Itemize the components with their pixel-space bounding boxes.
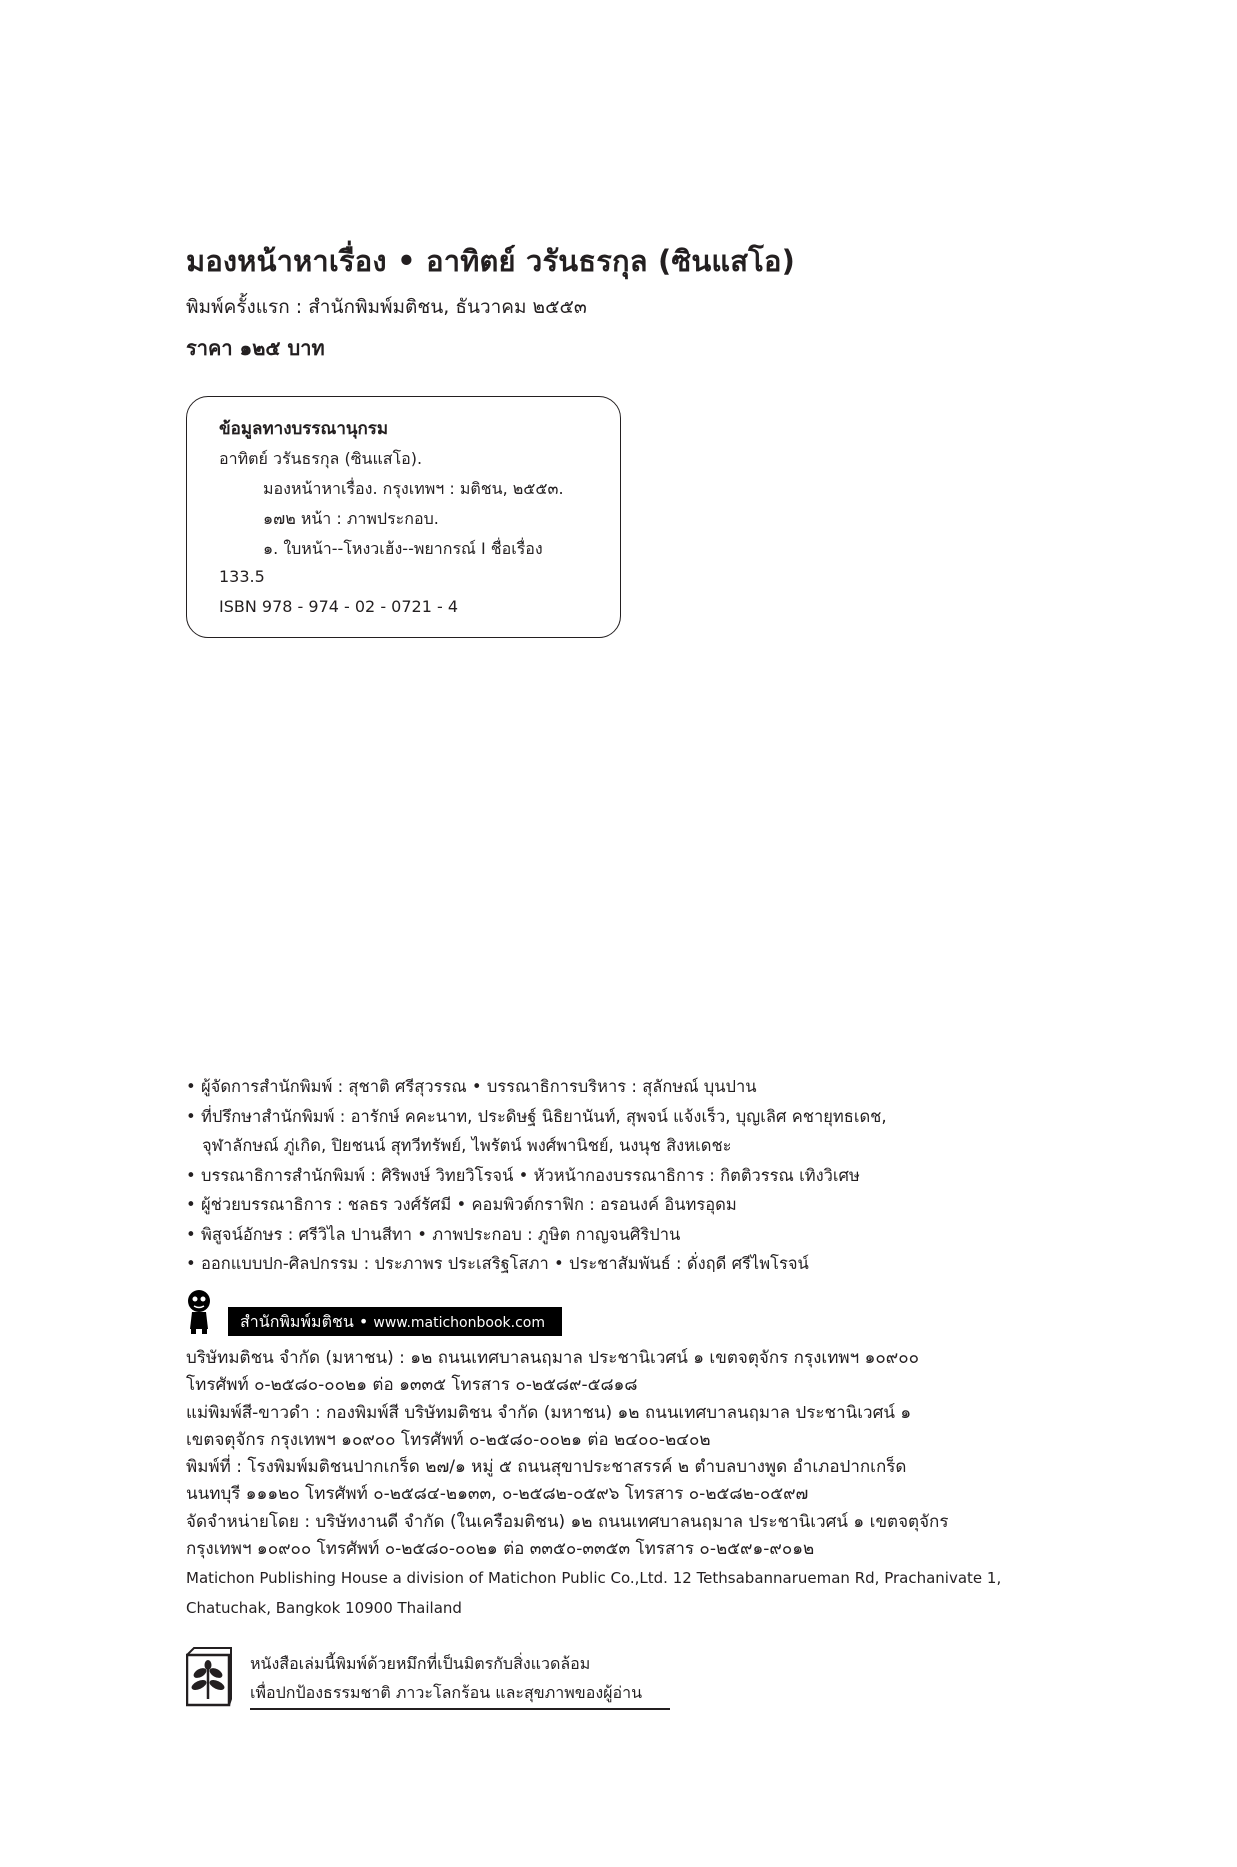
- cataloging-isbn: ISBN 978 - 974 - 02 - 0721 - 4: [219, 597, 459, 616]
- credit-line: • พิสูจน์อักษร : ศรีวิไล ปานสีทา • ภาพประกอบ : ภูษิต กาญจนศิริปาน: [186, 1224, 681, 1244]
- brand-separator: •: [358, 1312, 369, 1331]
- credit-line: • ผู้ช่วยบรรณาธิการ : ชลธร วงศ์รัศมี • คอมพิวต์กราฟิก : อรอนงค์ อินทรอุดม: [186, 1195, 737, 1214]
- publisher-line: นนทบุรี ๑๑๑๒๐ โทรศัพท์ ๐-๒๕๘๔-๒๑๓๓, ๐-๒๕๘๒-๐๕๙๖ โทรสาร ๐-๒๕๘๒-๐๕๙๗: [186, 1484, 809, 1505]
- credit-line: จุฬาลักษณ์ ภู่เกิด, ปิยชนน์ สุทวีทรัพย์, ไพรัตน์ พงศ์พานิชย์, นงนุช สิงหเดชะ: [202, 1136, 732, 1155]
- publisher-line: บริษัทมติชน จำกัด (มหาชน) : ๑๒ ถนนเทศบาลนฤมาล ประชานิเวศน์ ๑ เขตจตุจักร กรุงเทพฯ ๑๐๙๐๐: [186, 1348, 919, 1368]
- book-title: มองหน้าหาเรื่อง • อาทิตย์ วรันธรกุล (ซินแสโอ): [186, 244, 796, 278]
- publisher-english-line: Matichon Publishing House a division of Matichon Public Co.,Ltd. 12 Tethsabannarueman Rd, Prachanivate 1,: [186, 1569, 1002, 1588]
- cataloging-classification: 133.5: [219, 567, 265, 586]
- publisher-brand-bar: [228, 1307, 562, 1336]
- publisher-info: [186, 1345, 1001, 1623]
- publisher-url: www.matichonbook.com: [373, 1315, 545, 1331]
- eco-line: หนังสือเล่มนี้พิมพ์ด้วยหมึกที่เป็นมิตรกับสิ่งแวดล้อม: [250, 1654, 591, 1673]
- cataloging-subject: ๑. ใบหน้า--โหงวเฮ้ง--พยากรณ์ I ชื่อเรื่อง: [263, 539, 543, 558]
- cataloging-heading: ข้อมูลทางบรรณานุกรม: [219, 419, 389, 439]
- eco-underline: [250, 1708, 670, 1710]
- eco-line: เพื่อปกป้องธรรมชาติ ภาวะโลกร้อน และสุขภาพของผู้อ่าน: [250, 1683, 643, 1702]
- publisher-line: พิมพ์ที่ : โรงพิมพ์มติชนปากเกร็ด ๒๗/๑ หมู่ ๕ ถนนสุขาประชาสรรค์ ๒ ตำบลบางพูด อำเภอปากเกร็ด: [186, 1457, 907, 1478]
- credit-line: • บรรณาธิการสำนักพิมพ์ : ศิริพงษ์ วิทยวิโรจน์ • หัวหน้ากองบรรณาธิการ : กิตติวรรณ เทิงวิเศษ: [186, 1165, 860, 1185]
- cataloging-box: [186, 396, 621, 638]
- edition-line: พิมพ์ครั้งแรก : สำนักพิมพ์มติชน, ธันวาคม ๒๕๕๓: [186, 296, 587, 318]
- cataloging-pages: ๑๗๒ หน้า : ภาพประกอบ.: [263, 509, 439, 528]
- cataloging-title: มองหน้าหาเรื่อง. กรุงเทพฯ : มติชน, ๒๕๕๓.: [263, 479, 564, 498]
- publisher-line: จัดจำหน่ายโดย : บริษัทงานดี จำกัด (ในเครือมติชน) ๑๒ ถนนเทศบาลนฤมาล ประชานิเวศน์ ๑ เขตจตุจักร: [186, 1511, 949, 1532]
- eco-statement: [250, 1649, 642, 1707]
- publisher-mascot-icon: [186, 1289, 212, 1335]
- publisher-english-line: Chatuchak, Bangkok 10900 Thailand: [186, 1599, 462, 1618]
- staff-credits: [186, 1072, 887, 1279]
- credit-line: • ออกแบบปก-ศิลปกรรม : ประภาพร ประเสริฐโสภา • ประชาสัมพันธ์ : ดั่งฤดี ศรีไพโรจน์: [186, 1254, 809, 1273]
- cataloging-author: อาทิตย์ วรันธรกุล (ซินแสโอ).: [219, 449, 423, 468]
- book-leaf-icon: [186, 1647, 232, 1707]
- publisher-line: เขตจตุจักร กรุงเทพฯ ๑๐๙๐๐ โทรศัพท์ ๐-๒๕๘๐-๐๐๒๑ ต่อ ๒๔๐๐-๒๔๐๒: [186, 1429, 711, 1450]
- publisher-line: แม่พิมพ์สี-ขาวดำ : กองพิมพ์สี บริษัทมติชน จำกัด (มหาชน) ๑๒ ถนนเทศบาลนฤมาล ประชานิเวศน์ ๑: [186, 1402, 912, 1423]
- credit-line: • ผู้จัดการสำนักพิมพ์ : สุชาติ ศรีสุวรรณ • บรรณาธิการบริหาร : สุลักษณ์ บุนปาน: [186, 1077, 757, 1096]
- publisher-line: กรุงเทพฯ ๑๐๙๐๐ โทรศัพท์ ๐-๒๕๘๐-๐๐๒๑ ต่อ ๓๓๕๐-๓๓๕๓ โทรสาร ๐-๒๕๙๑-๙๐๑๒: [186, 1539, 815, 1560]
- credit-line: • ที่ปรึกษาสำนักพิมพ์ : อารักษ์ คคะนาท, ประดิษฐ์ นิธิยานันท์, สุพจน์ แจ้งเร็ว, บุญเลิศ คชายุทธเดช,: [186, 1106, 887, 1126]
- publisher-line: โทรศัพท์ ๐-๒๕๘๐-๐๐๒๑ ต่อ ๑๓๓๕ โทรสาร ๐-๒๕๘๙-๕๘๑๘: [186, 1375, 638, 1396]
- publisher-brand-name: สำนักพิมพ์มติชน: [240, 1312, 354, 1331]
- price-line: ราคา ๑๒๕ บาท: [186, 336, 325, 360]
